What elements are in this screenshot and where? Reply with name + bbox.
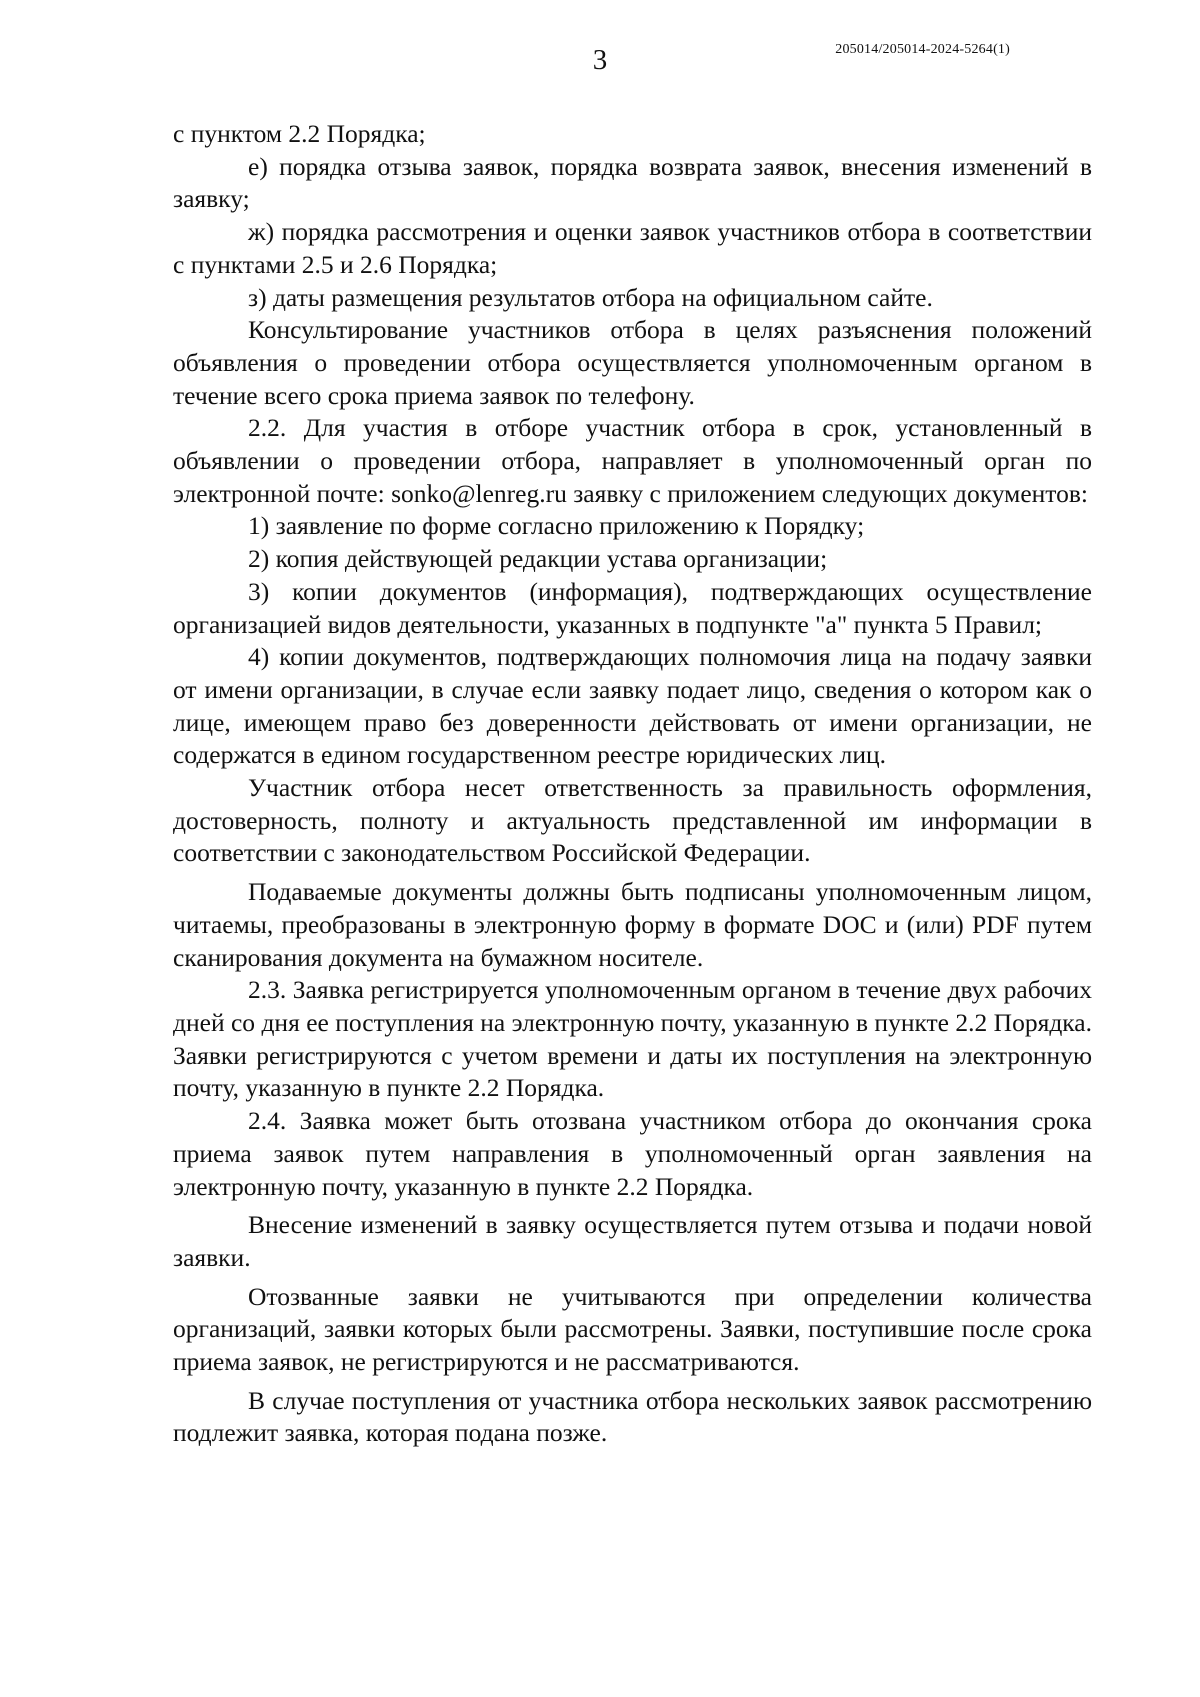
list-item-zh: ж) порядка рассмотрения и оценки заявок участников отбора в соответствии с пунктами 2.5 и 2.6 Порядка; [173,217,1092,279]
paragraph-consulting: Консультирование участников отбора в целях разъяснения положений объявления о проведении отбора осуществляется уполномоченным органом в течение всего срока приема заявок по телефону. [173,315,1092,410]
list-item-2: 2) копия действующей редакции устава организации; [248,544,828,574]
list-item-e: е) порядка отзыва заявок, порядка возврата заявок, внесения изменений в заявку; [173,151,1092,214]
paragraph-multiple-applications: В случае поступления от участника отбора нескольких заявок рассмотрению подлежит заявка, которая подана позже. [173,1385,1092,1448]
paragraph-responsibility: Участник отбора несет ответственность за правильность оформления, достоверность, полноту и актуальность представленной им информации в соответствии с законодательством Российской Федерации. [173,773,1092,868]
clause-2-2: 2.2. Для участия в отборе участник отбора в срок, установленный в объявлении о проведении отбора, направляет в уполномоченный орган по электронной почте: sonko@lenreg.ru заявку с приложением следующих документов: [173,413,1092,508]
document-id: 205014/205014-2024-5264(1) [835,42,1010,57]
paragraph-continuation: с пунктом 2.2 Порядка; [173,119,426,148]
list-item-z: з) даты размещения результатов отбора на официальном сайте. [248,282,933,312]
paragraph-documents-format: Подаваемые документы должны быть подписаны уполномоченным лицом, читаемы, преобразованы в электронную форму в формате DOC и (или) PDF путем сканирования документа на бумажном носителе. [173,877,1092,972]
list-item-1: 1) заявление по форме согласно приложению к Порядку; [248,511,865,541]
clause-2-4: 2.4. Заявка может быть отозвана участником отбора до окончания срока приема заявок путем направления в уполномоченный орган заявления на электронную почту, указанную в пункте 2.2 Порядка. [173,1106,1092,1201]
list-item-4: 4) копии документов, подтверждающих полномочия лица на подачу заявки от имени организации, в случае если заявку подает лицо, сведения о котором как о лице, имеющем право без доверенности действовать от имени организации, не содержатся в едином государственном реестре юридических лиц. [173,642,1092,770]
page-number: 3 [592,44,608,76]
paragraph-amendments: Внесение изменений в заявку осуществляется путем отзыва и подачи новой заявки. [173,1210,1092,1272]
paragraph-withdrawn: Отозванные заявки не учитываются при определении количества организаций, заявки которых были рассмотрены. Заявки, поступившие после срока приема заявок, не регистрируются и не рассматриваются. [173,1281,1092,1377]
list-item-3: 3) копии документов (информация), подтверждающих осуществление организацией видов деятельности, указанных в подпункте "а" пункта 5 Правил; [173,576,1092,639]
clause-2-3: 2.3. Заявка регистрируется уполномоченным органом в течение двух рабочих дней со дня ее поступления на электронную почту, указанную в пункте 2.2 Порядка. Заявки регистрируются с учетом времени и даты их поступления на электронную почту, указанную в пункте 2.2 Порядка. [173,975,1092,1103]
document-body [173,118,1092,1450]
